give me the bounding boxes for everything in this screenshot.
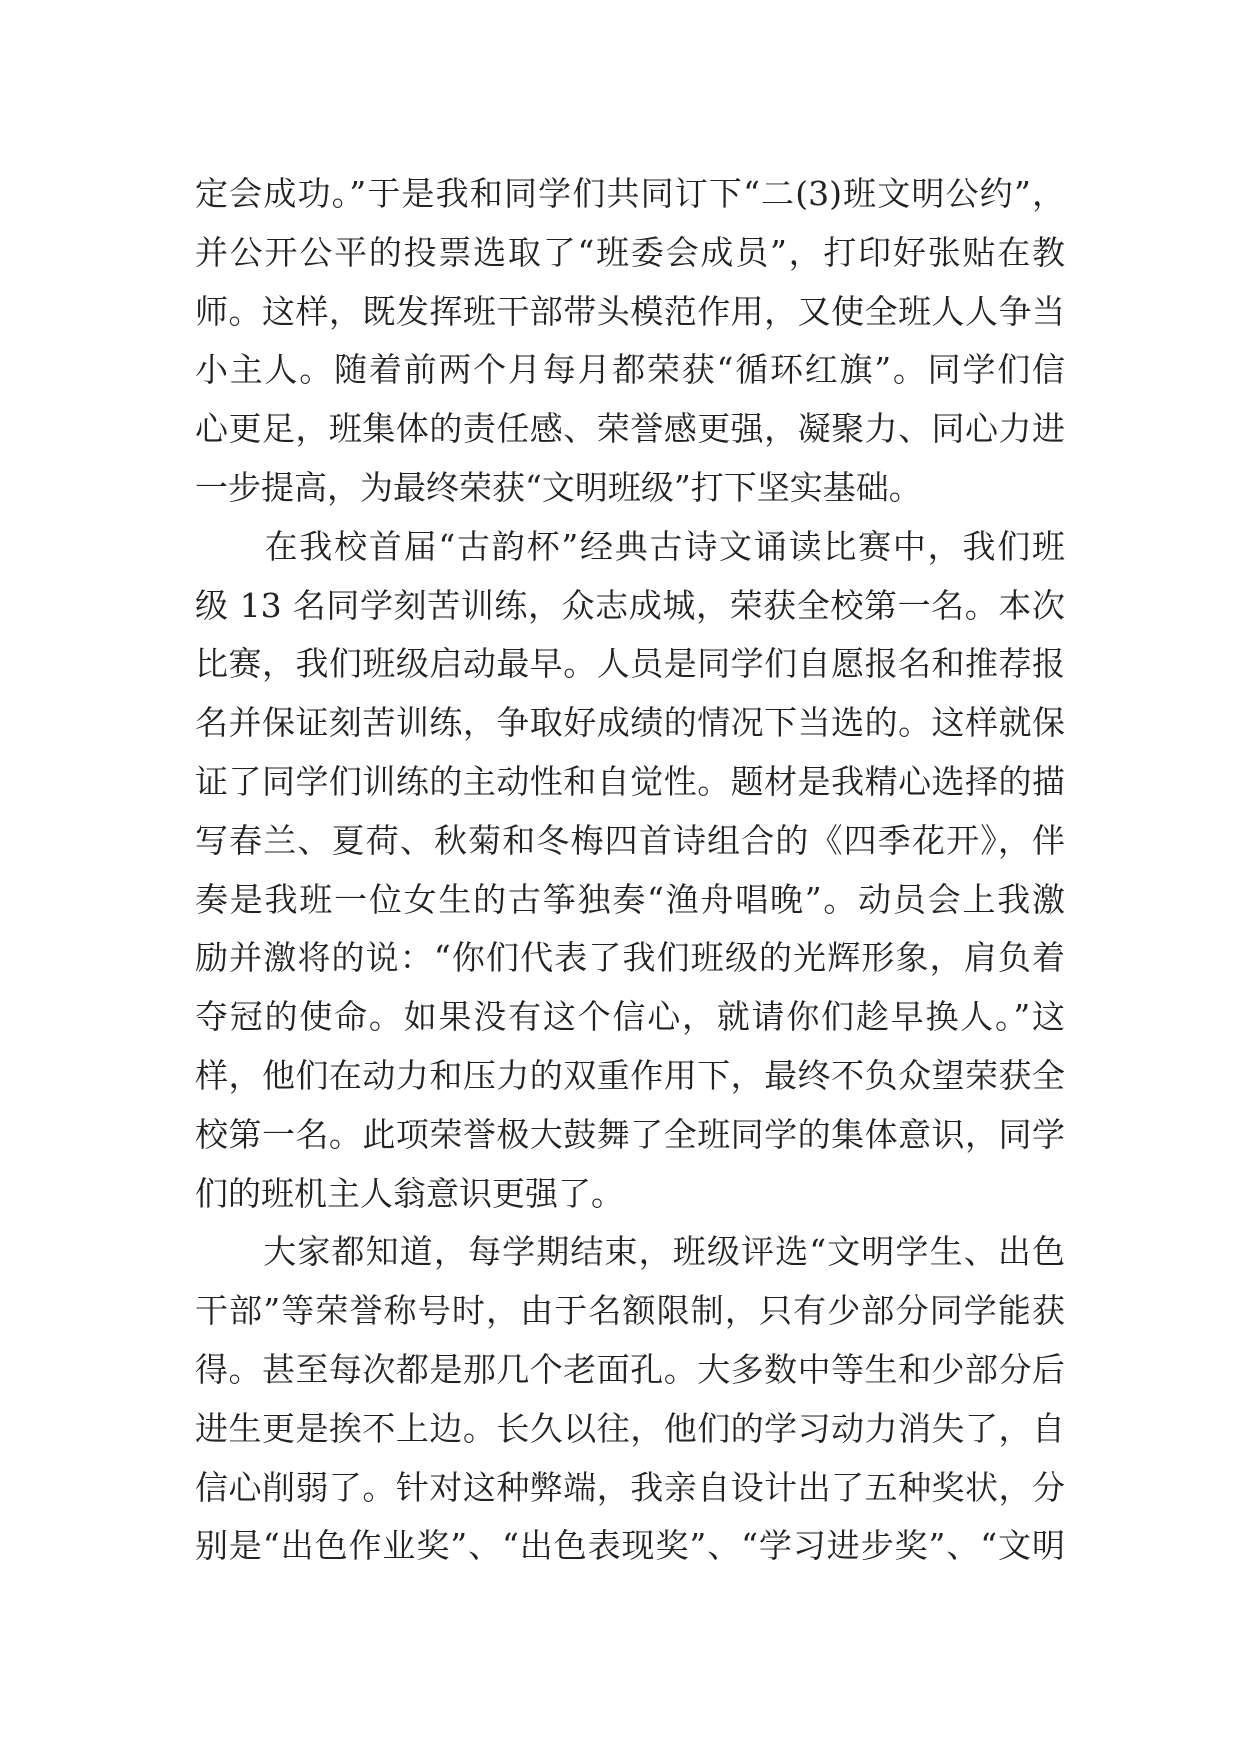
text-line: 一步提高，为最终荣获“文明班级”打下坚实基础。 xyxy=(195,467,922,507)
text-line: 名并保证刻苦训练，争取好成绩的情况下当选的。这样就保 xyxy=(195,703,1065,743)
text-line: 校第一名。此项荣誉极大鼓舞了全班同学的集体意识，同学 xyxy=(195,1114,1065,1154)
text-line: 夺冠的使命。如果没有这个信心，就请你们趁早换人。”这 xyxy=(195,997,1065,1037)
text-line: 进生更是挨不上边。长久以往，他们的学习动力消失了，自 xyxy=(195,1408,1065,1448)
text-line: 证了同学们训练的主动性和自觉性。题材是我精心选择的描 xyxy=(195,761,1065,801)
text-line: 信心削弱了。针对这种弊端，我亲自设计出了五种奖状，分 xyxy=(195,1467,1065,1507)
text-line: 得。甚至每次都是那几个老面孔。大多数中等生和少部分后 xyxy=(195,1349,1065,1389)
text-line: 小主人。随着前两个月每月都荣获“循环红旗”。同学们信 xyxy=(195,350,1065,390)
text-line: 师。这样，既发挥班干部带头模范作用，又使全班人人争当 xyxy=(195,291,1065,331)
text-line: 大家都知道，每学期结束，班级评选“文明学生、出色 xyxy=(195,1232,1065,1272)
text-line: 定会成功。”于是我和同学们共同订下“二(3)班文明公约”， xyxy=(195,174,1065,213)
text-line: 比赛，我们班级启动最早。人员是同学们自愿报名和推荐报 xyxy=(195,644,1065,684)
text-line: 们的班机主人翁意识更强了。 xyxy=(195,1173,624,1213)
text-line: 样，他们在动力和压力的双重作用下，最终不负众望荣获全 xyxy=(195,1055,1065,1095)
text-line: 心更足，班集体的责任感、荣誉感更强，凝聚力、同心力进 xyxy=(195,409,1065,449)
text-line: 在我校首届“古韵杯”经典古诗文诵读比赛中，我们班 xyxy=(195,526,1065,566)
text-line: 级 13 名同学刻苦训练，众志成城，荣获全校第一名。本次 xyxy=(195,585,1065,625)
text-line: 干部”等荣誉称号时，由于名额限制，只有少部分同学能获 xyxy=(195,1291,1065,1331)
text-line: 写春兰、夏荷、秋菊和冬梅四首诗组合的《四季花开》，伴 xyxy=(195,820,1065,860)
document-body xyxy=(195,165,1065,1576)
text-line: 奏是我班一位女生的古筝独奏“渔舟唱晚”。动员会上我激 xyxy=(195,879,1065,919)
text-line: 别是“出色作业奖”、“出色表现奖”、“学习进步奖”、“文明 xyxy=(195,1526,1065,1566)
text-line: 并公开公平的投票选取了“班委会成员”，打印好张贴在教 xyxy=(195,232,1065,272)
text-line: 励并激将的说：“你们代表了我们班级的光辉形象，肩负着 xyxy=(195,938,1065,978)
